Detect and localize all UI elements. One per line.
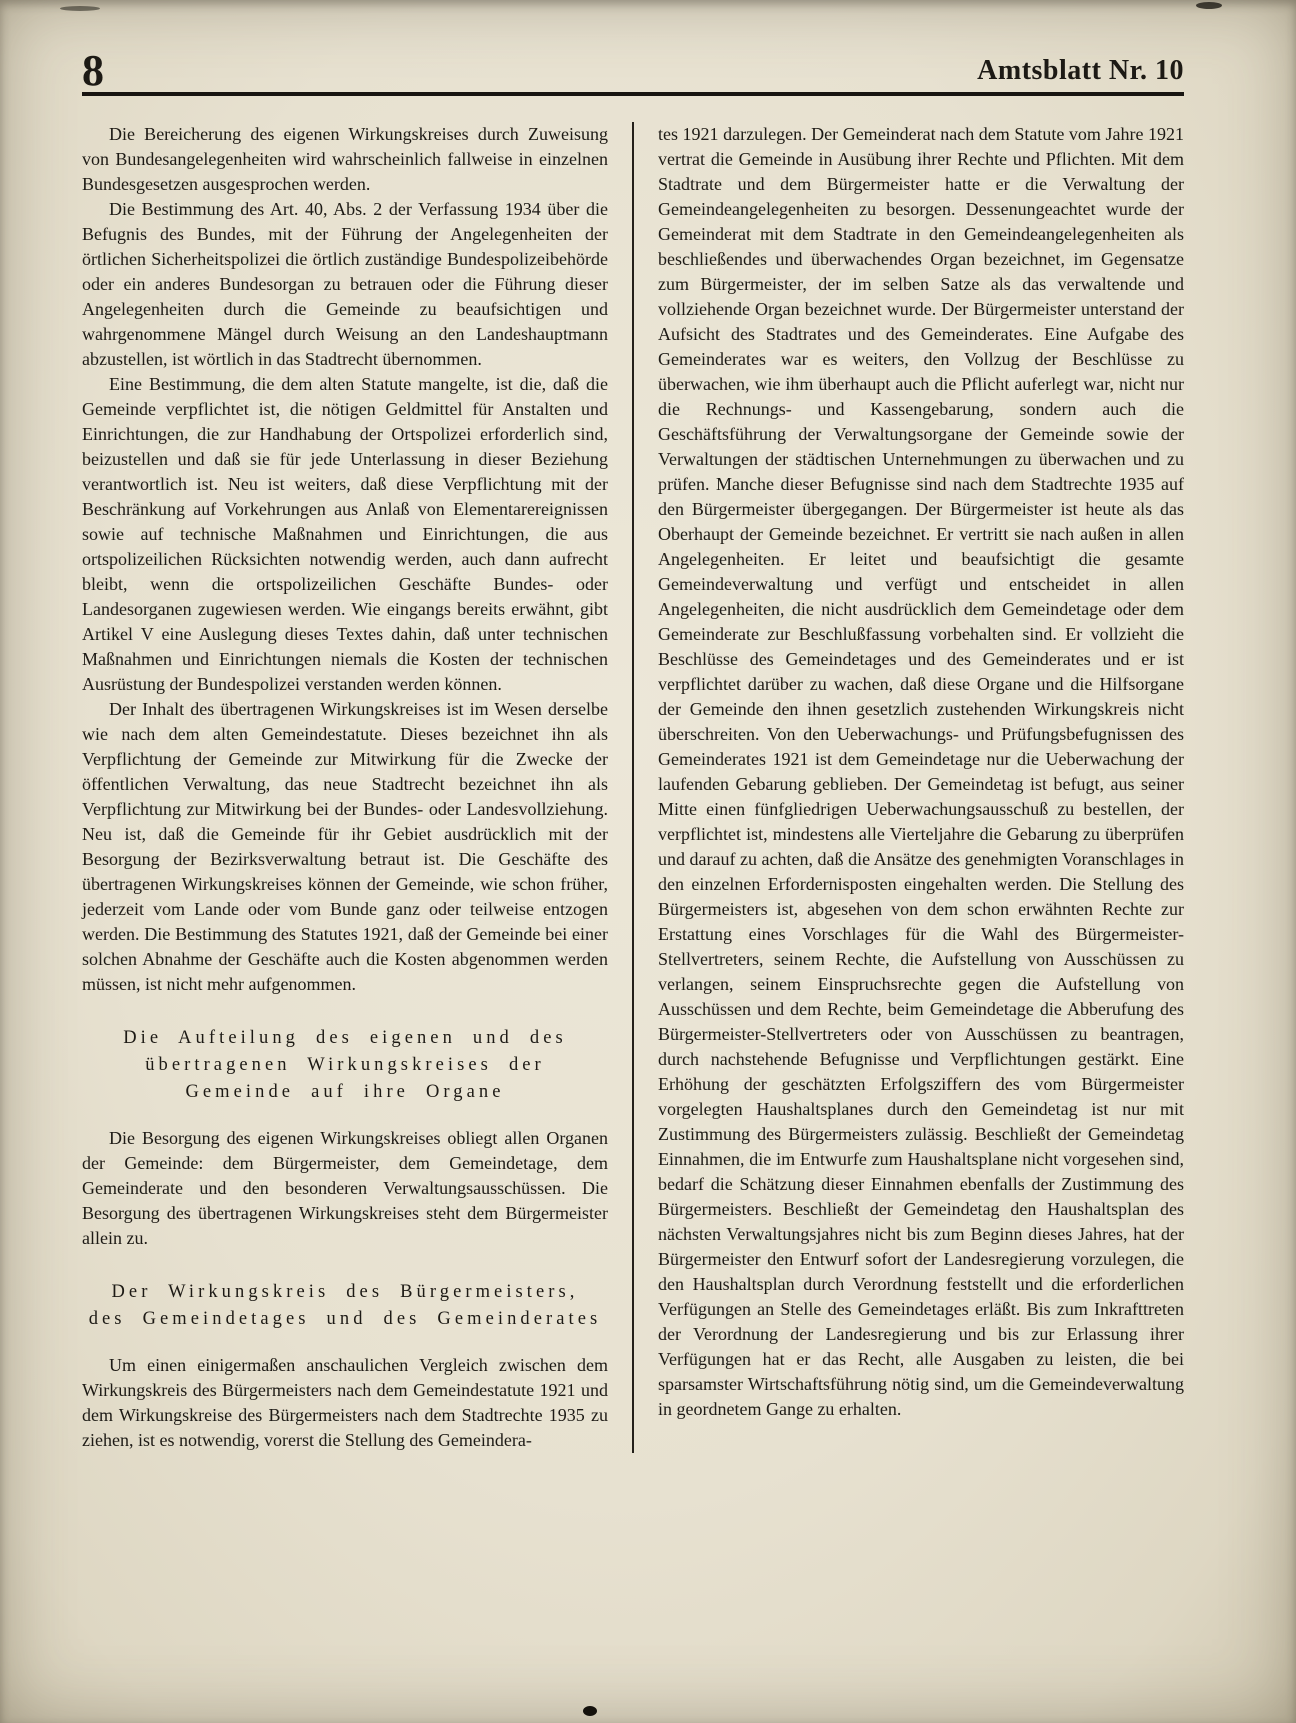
right-column xyxy=(634,122,1184,1453)
paragraph-bereicherung: Die Bereicherung des eigenen Wirkungskreises durch Zuweisung von Bundesangelegenheiten wird wahrscheinlich fallweise in einzelnen Bundesgesetzen ausgesprochen werden. xyxy=(82,124,608,195)
scan-smudge xyxy=(1196,2,1222,9)
paragraph-gemeinderat-fortsetzung: tes 1921 darzulegen. Der Gemeinderat nach dem Statute vom Jahre 1921 vertrat die Gemeinde in Ausübung ihrer Rechte und Pflichten. Mit dem Stadtrate und dem Bürgermeister hatte er die Verwaltung der Gemeindeangelegenheiten zu besorgen. Dessenungeachtet wurde der Gemeinderat mit dem Stadtrate in den Gemeindeangelegenheiten als beschließendes und überwachendes Organ bezeichnet, im Gegensatze zum Bürgermeister, der im selben Satze als das verwaltende und vollziehende Organ bezeichnet wurde. Der Bürgermeister unterstand der Aufsicht des Stadtrates und des Gemeinderates. Eine Aufgabe des Gemeinderates war es weiters, den Vollzug der Beschlüsse zu überwachen, wie ihm überhaupt auch die Pflicht auferlegt war, nicht nur die Rechnungs- und Kassengebarung, sondern auch die Geschäftsführung der Verwaltungsorgane der Gemeinde sowie der Verwaltungen der städtischen Unternehmungen zu überwachen und zu prüfen. Manche dieser Befugnisse sind nach dem Stadtrechte 1935 auf den Bürgermeister übergegangen. Der Bürgermeister ist heute als das Oberhaupt der Gemeinde bezeichnet. Er vertritt sie nach außen in allen Angelegenheiten. Er leitet und beaufsichtigt die gesamte Gemeindeverwaltung und verfügt und entscheidet in allen Angelegenheiten, die nicht ausdrücklich dem Gemeindetage oder dem Gemeinderate zur Beschlußfassung vorbehalten sind. Er vollzieht die Beschlüsse des Gemeindetages und des Gemeinderates und er ist verpflichtet darüber zu wachen, daß diese Organe und die Hilfsorgane der Gemeinde den ihnen gesetzlich zustehenden Wirkungskreis nicht überschreiten. Von den Ueberwachungs- und Prüfungsbefugnissen des Gemeinderates 1921 ist dem Gemeindetage nur die Ueberwachung der laufenden Gebarung geblieben. Der Gemeindetag ist befugt, aus seiner Mitte einen fünfgliedrigen Ueberwachungsausschuß zu bestellen, der verpflichtet ist, mindestens alle Vierteljahre die Gebarung zu überprüfen und darauf zu achten, daß die Ansätze des genehmigten Voranschlages in den einzelnen Erfordernisposten eingehalten werden. Die Stellung des Bürgermeisters ist, abgesehen von dem schon erwähnten Rechte zur Erstattung eines Vorschlages für die Wahl des Bürgermeister-Stellvertreters, seinem Rechte, die Aufstellung von Ausschüssen zu verlangen, seinem Einspruchsrechte gegen die Aufstellung von Ausschüssen und dem Rechte, beim Gemeindetage die Abberufung des Bürgermeister-Stellvertreters oder von Ausschüssen zu beantragen, durch nachstehende Befugnisse und Verpflichtungen gestärkt. Eine Erhöhung der geschätzten Erfolgsziffern des vom Bürgermeister vorgelegten Haushaltsplanes durch den Gemeindetag ist nur mit Zustimmung des Bürgermeisters zulässig. Beschließt der Gemeindetag Einnahmen, die im Entwurfe zum Haushaltsplane nicht vorgesehen sind, bedarf die Schätzung dieser Einnahmen ebenfalls der Zustimmung des Bürgermeisters. Beschließt der Gemeindetag den Haushaltsplan des nächsten Verwaltungsjahres nicht bis zum Beginn dieses Jahres, hat der Bürgermeister den Entwurf sofort der Landesregierung vorzulegen, die den Haushaltsplan durch Verordnung feststellt und die erforderlichen Verfügungen an Stelle des Gemeindetages erläßt. Bis zum Inkrafttreten der Verordnung der Landesregierung und bis zur Erlassung ihrer Verfügungen hat er das Recht, alle Ausgaben zu leisten, die bei sparsamster Wirtschaftsführung nötig sind, um die Gemeindeverwaltung in geordnetem Gange zu erhalten. xyxy=(658,124,1184,1420)
left-column xyxy=(82,122,632,1453)
paragraph-besorgung-organe: Die Besorgung des eigenen Wirkungskreises obliegt allen Organen der Gemeinde: dem Bürgermeister, dem Gemeindetage, dem Gemeinderate und den besonderen Verwaltungsausschüssen. Die Besorgung des übertragenen Wirkungskreises steht dem Bürgermeister allein zu. xyxy=(82,1128,608,1249)
journal-masthead: Amtsblatt Nr. 10 xyxy=(977,55,1184,87)
paragraph-bestimmung-art40: Die Bestimmung des Art. 40, Abs. 2 der Verfassung 1934 über die Befugnis des Bundes, mit der Führung der Angelegenheiten der örtlichen Sicherheitspolizei die örtlich zuständige Bundespolizeibehörde oder ein anderes Bundesorgan zu betrauen oder die Führung dieser Angelegenheiten durch die Gemeinde zu beaufsichtigen und wahrgenommene Mängel durch Weisung an den Landeshauptmann abzustellen, ist wörtlich in das Stadtrecht übernommen. xyxy=(82,199,608,370)
scan-smudge xyxy=(60,6,100,11)
page-header xyxy=(82,46,1184,96)
page-number: 8 xyxy=(82,46,105,95)
text-columns xyxy=(82,122,1184,1453)
paragraph-uebertragener-wirkungskreis: Der Inhalt des übertragenen Wirkungskreises ist im Wesen derselbe wie nach dem alten Gemeindestatute. Dieses bezeichnet ihn als Verpflichtung der Gemeinde zur Mitwirkung für die Zwecke der öffentlichen Verwaltung, das neue Stadtrecht bezeichnet ihn als Verpflichtung zur Mitwirkung bei der Bundes- oder Landesvollziehung. Neu ist, daß die Gemeinde für ihr Gebiet ausdrücklich mit der Besorgung der Bezirksverwaltung betraut ist. Die Geschäfte des übertragenen Wirkungskreises können der Gemeinde, wie schon früher, jederzeit vom Lande oder vom Bunde ganz oder teilweise entzogen werden. Die Bestimmung des Statutes 1921, daß der Gemeinde bei einer solchen Abnahme der Geschäfte auch die Kosten abgenommen werden müssen, ist nicht mehr aufgenommen. xyxy=(82,699,608,995)
scan-smudge xyxy=(583,1706,597,1716)
heading-wirkungskreis-buergermeister: Der Wirkungskreis des Bürgermeisters, des Gemeindetages und des Gemeinderates xyxy=(88,1282,602,1330)
paragraph-vergleich-1921-1935: Um einen einigermaßen anschaulichen Vergleich zwischen dem Wirkungskreis des Bürgermeisters nach dem Gemeindestatute 1921 und dem Wirkungskreise des Bürgermeisters nach dem Stadtrechte 1935 zu ziehen, ist es notwendig, vorerst die Stellung des Gemeindera- xyxy=(82,1355,608,1451)
heading-aufteilung-wirkungskreise: Die Aufteilung des eigenen und des übertragenen Wirkungskreises der Gemeinde auf ihre Organe xyxy=(123,1028,567,1103)
paragraph-geldmittel: Eine Bestimmung, die dem alten Statute mangelte, ist die, daß die Gemeinde verpflichtet ist, die nötigen Geldmittel für Anstalten und Einrichtungen, die zur Handhabung der Ortspolizei erforderlich sind, beizustellen und daß sie für jede Unterlassung in dieser Beziehung verantwortlich ist. Neu ist weiters, daß diese Verpflichtung mit der Beschränkung auf Vorkehrungen aus Anlaß von Elementarereignissen sowie auf technische Maßnahmen und Einrichtungen, die aus ortspolizeilichen Rücksichten notwendig werden, auch dann aufrecht bleibt, wenn die ortspolizeilichen Geschäfte Bundes- oder Landesorganen zugewiesen werden. Wie eingangs bereits erwähnt, gibt Artikel V eine Auslegung dieses Textes dahin, daß unter technischen Maßnahmen und Einrichtungen niemals die Kosten der technischen Ausrüstung der Bundespolizei verstanden werden können. xyxy=(82,374,608,695)
